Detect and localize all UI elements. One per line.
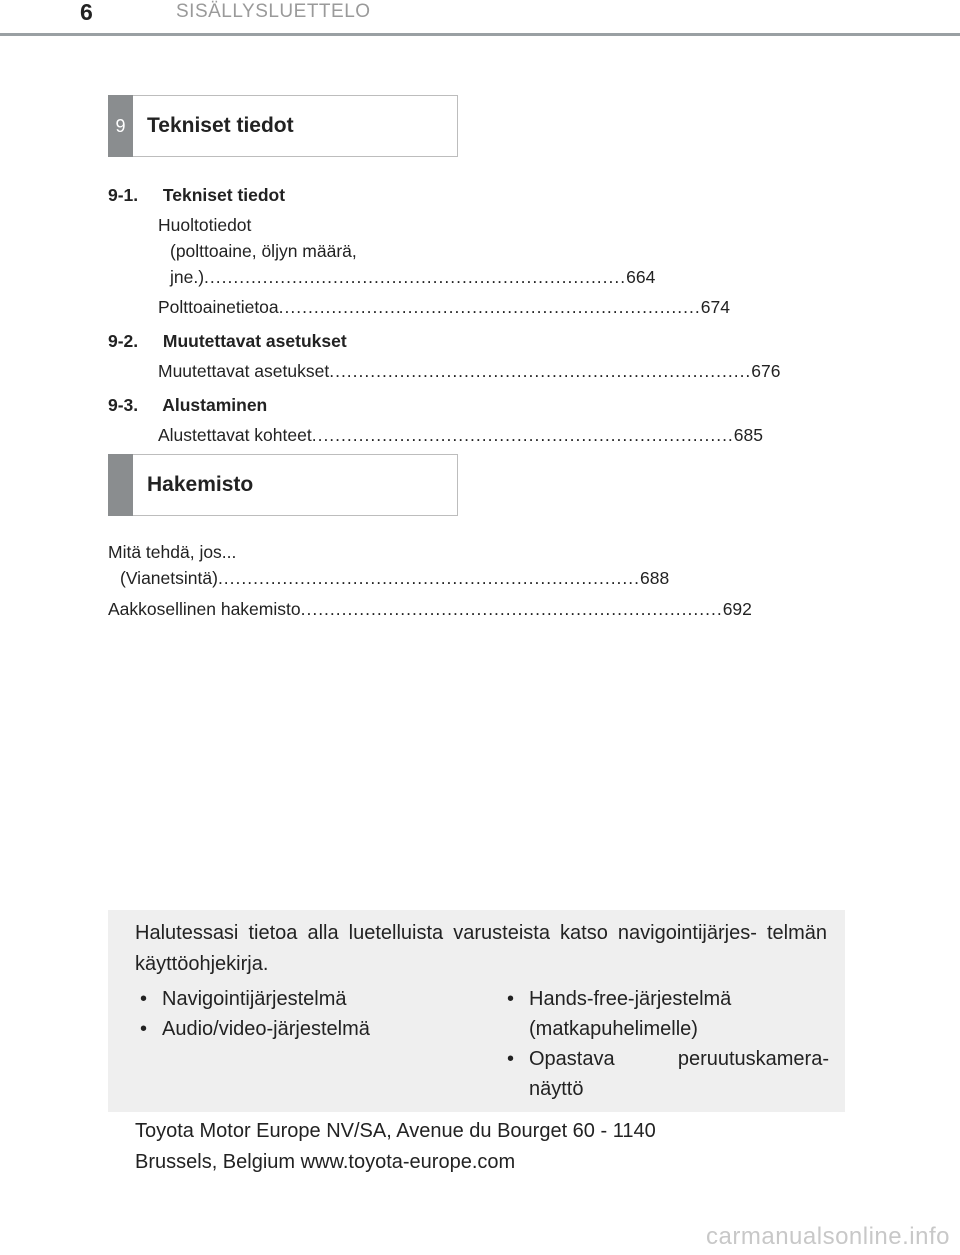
chapter-number: 9-2. (108, 331, 139, 351)
toc-chapter-9-3[interactable] (108, 390, 448, 420)
page-header (0, 0, 960, 36)
page-ref: 676 (751, 361, 781, 381)
page-ref: 685 (733, 425, 763, 445)
chapter-title: Tekniset tiedot (162, 185, 286, 205)
section-tab-number: 9 (108, 95, 133, 157)
toc-entry-aakkosellinen-hakemisto[interactable] (108, 596, 752, 622)
toc-entry-muutettavat-asetukset[interactable] (108, 358, 781, 384)
bullet-list-left (140, 984, 370, 1044)
list-item: • Hands-free-järjestelmä (matkapuhelimelle) (507, 988, 732, 1040)
list-item: • Navigointijärjestelmä (140, 988, 347, 1010)
page-number: 6 (80, 0, 93, 25)
index-list (108, 539, 752, 622)
header-title: SISÄLLYSLUETTELO (176, 1, 371, 22)
chapter-title: Muutettavat asetukset (162, 331, 347, 351)
page-ref: 688 (640, 568, 670, 588)
bullet-list-right (507, 984, 829, 1104)
toc-entry-polttoainetietoa[interactable] (108, 294, 730, 320)
section-title: Tekniset tiedot (147, 114, 294, 137)
chapter-number: 9-1. (108, 185, 139, 205)
dot-leader: ........................................................................ (278, 297, 701, 317)
page-ref: 664 (626, 267, 656, 287)
toc-chapter-9-2[interactable] (108, 326, 448, 356)
toc-entry-huoltotiedot[interactable] (108, 212, 656, 290)
dot-leader: ........................................................................ (311, 425, 734, 445)
section-tab (108, 454, 133, 516)
toc-list (108, 180, 781, 448)
publisher-info: Toyota Motor Europe NV/SA, Avenue du Bourget 60 - 1140 Brussels, Belgium www.toyota-europe.com (135, 1120, 656, 1173)
navigation-note-box (108, 910, 845, 1112)
entry-text: jne.) (170, 267, 205, 287)
toc-chapter-9-1[interactable] (108, 180, 448, 210)
section-title: Hakemisto (147, 473, 254, 496)
toc-entry-alustettavat-kohteet[interactable] (108, 422, 763, 448)
dot-leader: ........................................................................ (329, 361, 752, 381)
note-text: Halutessasi tietoa alla luetelluista varusteista katso navigointijärjes- telmän käyttöohjekirja. (135, 922, 827, 975)
entry-text: Aakkosellinen hakemisto (108, 599, 301, 619)
dot-leader: ........................................................................ (217, 568, 641, 588)
list-item: • Opastava peruutuskamera- näyttö (507, 1048, 829, 1100)
header-divider (0, 33, 960, 36)
entry-line: (polttoaine, öljyn määrä, (170, 241, 357, 261)
dot-leader: ........................................................................ (300, 599, 723, 619)
watermark: carmanualsonline.info (706, 1223, 950, 1250)
dot-leader: ........................................................................ (204, 267, 627, 287)
chapter-title: Alustaminen (162, 395, 268, 415)
toc-entry-vianetsinta[interactable] (108, 539, 670, 591)
page-ref: 674 (700, 297, 730, 317)
entry-line: Huoltotiedot (158, 215, 252, 235)
entry-text: (Vianetsintä) (120, 568, 218, 588)
page-ref: 692 (722, 599, 752, 619)
chapter-number: 9-3. (108, 395, 139, 415)
entry-line: Mitä tehdä, jos... (108, 542, 237, 562)
section-header-hakemisto (108, 454, 458, 516)
entry-text: Muutettavat asetukset (158, 361, 330, 381)
entry-text: Alustettavat kohteet (158, 425, 312, 445)
section-header-tekniset-tiedot (108, 95, 458, 157)
list-item: • Audio/video-järjestelmä (140, 1018, 370, 1040)
entry-text: Polttoainetietoa (158, 297, 279, 317)
